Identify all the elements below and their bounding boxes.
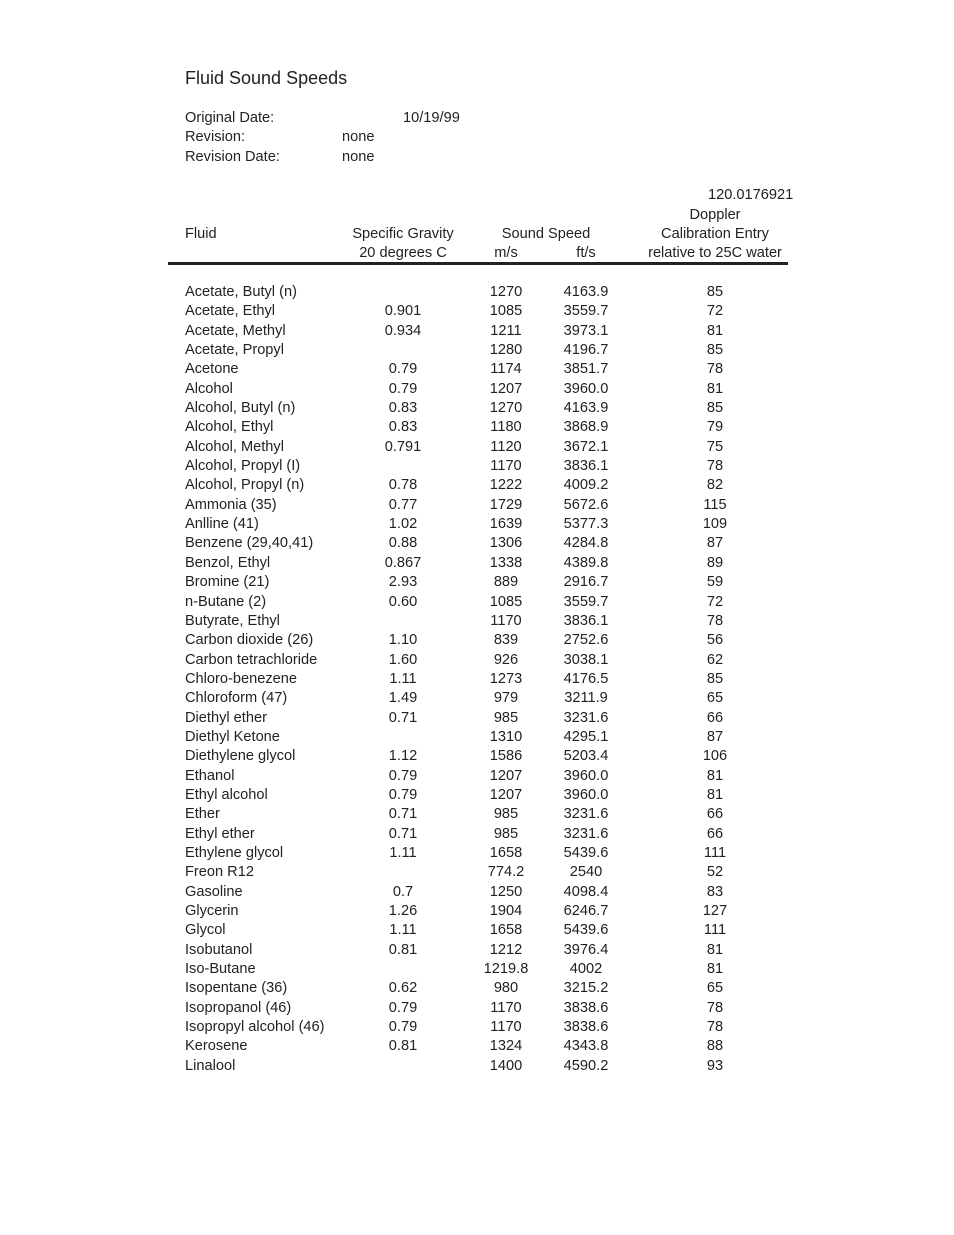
revision-date-value: none: [342, 149, 375, 165]
fluid-name: Isopropanol (46): [185, 999, 292, 1016]
doppler-entry-cell: 81: [706, 767, 724, 784]
header-fluid: Fluid: [185, 226, 217, 242]
speed-fts-cell: 4002: [569, 961, 603, 978]
table-row: [0, 749, 954, 768]
speed-ms-cell: 839: [493, 632, 519, 649]
table-row: [0, 788, 954, 807]
speed-ms-cell: 985: [493, 806, 519, 823]
speed-ms-cell: 1658: [489, 844, 523, 861]
table-row: [0, 304, 954, 323]
specific-gravity-cell: 0.867: [384, 554, 422, 571]
table-row: [0, 595, 954, 614]
doppler-entry-cell: 81: [706, 380, 724, 397]
speed-fts-cell: 4163.9: [563, 284, 609, 300]
specific-gravity-cell: 0.81: [388, 941, 418, 958]
doppler-entry-cell: 78: [706, 999, 724, 1016]
table-row: [0, 556, 954, 575]
fluid-name: Alcohol, Propyl (I): [185, 458, 301, 475]
specific-gravity-cell: 0.791: [384, 438, 422, 455]
table-row: [0, 981, 954, 1000]
doppler-reference-value: 120.0176921: [708, 187, 794, 203]
speed-ms-cell: 1324: [489, 1038, 523, 1055]
header-ms: m/s: [494, 245, 518, 261]
doppler-entry-cell: 78: [706, 612, 724, 629]
fluid-name: Ethyl ether: [185, 825, 255, 842]
table-row: [0, 904, 954, 923]
speed-fts-cell: 4098.4: [563, 883, 609, 900]
fluid-name: Diethylene glycol: [185, 748, 296, 765]
fluid-name: Alcohol, Propyl (n): [185, 477, 305, 494]
specific-gravity-cell: 0.934: [384, 322, 422, 339]
speed-fts-cell: 5672.6: [563, 496, 609, 513]
fluid-name: Ethanol: [185, 767, 235, 784]
speed-ms-cell: 1170: [490, 458, 522, 475]
table-row: [0, 653, 954, 672]
speed-fts-cell: 3836.1: [563, 458, 609, 475]
doppler-entry-cell: 81: [706, 786, 724, 803]
doppler-entry-cell: 81: [706, 961, 724, 978]
speed-ms-cell: 1586: [489, 748, 523, 765]
specific-gravity-cell: 0.79: [388, 361, 418, 378]
table-row: [0, 846, 954, 865]
speed-ms-cell: 926: [493, 651, 519, 668]
speed-ms-cell: 1219.8: [483, 961, 529, 978]
speed-ms-cell: 774.2: [487, 864, 525, 881]
speed-ms-cell: 1180: [490, 419, 522, 436]
header-doppler: Doppler: [689, 207, 741, 223]
speed-fts-cell: 4295.1: [563, 728, 609, 745]
speed-fts-cell: 3559.7: [563, 303, 609, 320]
doppler-entry-cell: 87: [706, 535, 724, 552]
fluid-name: Freon R12: [185, 864, 254, 881]
fluid-name: Anlline (41): [185, 516, 259, 533]
table-row: [0, 943, 954, 962]
speed-fts-cell: 3231.6: [563, 806, 609, 823]
doppler-entry-cell: 75: [706, 438, 724, 455]
fluid-name: Acetate, Butyl (n): [185, 284, 297, 300]
fluid-name: Acetate, Ethyl: [185, 303, 276, 320]
doppler-entry-cell: 85: [706, 670, 724, 687]
fluid-name: Gasoline: [185, 883, 243, 900]
doppler-entry-cell: 85: [706, 400, 724, 417]
speed-fts-cell: 4590.2: [563, 1057, 609, 1074]
speed-fts-cell: 3838.6: [563, 999, 609, 1016]
specific-gravity-cell: 0.71: [388, 825, 418, 842]
speed-fts-cell: 5439.6: [563, 844, 609, 861]
speed-ms-cell: 1639: [489, 516, 523, 533]
speed-ms-cell: 1338: [489, 554, 523, 571]
table-row: [0, 1059, 954, 1078]
doppler-entry-cell: 65: [706, 690, 724, 707]
fluid-name: Benzene (29,40,41): [185, 535, 314, 552]
specific-gravity-cell: 0.79: [388, 786, 418, 803]
speed-ms-cell: 1729: [489, 496, 523, 513]
speed-fts-cell: 4343.8: [563, 1038, 609, 1055]
doppler-entry-cell: 109: [702, 516, 728, 533]
header-fts: ft/s: [576, 245, 596, 261]
table-row: [0, 827, 954, 846]
speed-fts-cell: 4389.8: [563, 554, 609, 571]
speed-fts-cell: 4284.8: [563, 535, 609, 552]
speed-fts-cell: 4196.7: [563, 342, 609, 359]
speed-fts-cell: 5377.3: [563, 516, 609, 533]
speed-ms-cell: 1174: [490, 361, 522, 378]
table-row: [0, 633, 954, 652]
table-row: [0, 459, 954, 478]
fluid-name: Ammonia (35): [185, 496, 277, 513]
table-row: [0, 865, 954, 884]
fluid-name: Isobutanol: [185, 941, 253, 958]
table-row: [0, 885, 954, 904]
fluid-name: Alcohol, Butyl (n): [185, 400, 296, 417]
doppler-entry-cell: 82: [706, 477, 724, 494]
fluid-name: Linalool: [185, 1057, 236, 1074]
speed-fts-cell: 2752.6: [563, 632, 609, 649]
specific-gravity-cell: 2.93: [388, 574, 418, 591]
speed-ms-cell: 1310: [489, 728, 523, 745]
specific-gravity-cell: 0.79: [388, 767, 418, 784]
table-row: [0, 672, 954, 691]
doppler-entry-cell: 89: [706, 554, 724, 571]
fluid-name: Kerosene: [185, 1038, 248, 1055]
speed-fts-cell: 4009.2: [563, 477, 609, 494]
header-relative-water: relative to 25C water: [648, 245, 782, 261]
table-row: [0, 923, 954, 942]
speed-ms-cell: 1170: [490, 612, 522, 629]
doppler-entry-cell: 83: [706, 883, 724, 900]
specific-gravity-cell: 0.83: [388, 400, 418, 417]
speed-ms-cell: 1222: [489, 477, 523, 494]
doppler-entry-cell: 127: [702, 903, 728, 919]
speed-ms-cell: 1170: [490, 999, 522, 1016]
table-row: [0, 324, 954, 343]
specific-gravity-cell: 0.83: [388, 419, 418, 436]
table-row: [0, 285, 954, 304]
table-row: [0, 711, 954, 730]
fluid-name: Acetate, Propyl: [185, 342, 284, 359]
fluid-name: Chloroform (47): [185, 690, 288, 707]
table-row: [0, 730, 954, 749]
doppler-entry-cell: 93: [706, 1057, 724, 1074]
original-date-label: Original Date:: [185, 110, 275, 126]
speed-ms-cell: 1207: [489, 786, 523, 803]
doppler-entry-cell: 88: [706, 1038, 724, 1055]
fluid-name: n-Butane (2): [185, 593, 267, 610]
speed-ms-cell: 1280: [489, 342, 523, 359]
specific-gravity-cell: 0.71: [388, 709, 418, 726]
speed-fts-cell: 3231.6: [563, 709, 609, 726]
specific-gravity-cell: 1.12: [388, 748, 418, 765]
speed-fts-cell: 5203.4: [563, 748, 609, 765]
specific-gravity-cell: 0.78: [388, 477, 418, 494]
table-row: [0, 1039, 954, 1058]
speed-ms-cell: 1207: [489, 767, 523, 784]
fluid-name: Butyrate, Ethyl: [185, 612, 280, 629]
fluid-name: Glycol: [185, 922, 226, 939]
speed-fts-cell: 3976.4: [563, 941, 609, 958]
speed-fts-cell: 3211.9: [564, 690, 608, 707]
specific-gravity-cell: 1.26: [388, 903, 418, 919]
revision-value: none: [342, 129, 375, 145]
speed-fts-cell: 4176.5: [563, 670, 609, 687]
speed-fts-cell: 3960.0: [563, 767, 609, 784]
fluid-name: Diethyl Ketone: [185, 728, 280, 745]
speed-ms-cell: 1212: [489, 941, 523, 958]
fluid-name: Isopropyl alcohol (46): [185, 1019, 325, 1036]
table-row: [0, 807, 954, 826]
doppler-entry-cell: 85: [706, 342, 724, 359]
revision-label: Revision:: [185, 129, 246, 145]
table-row: [0, 1020, 954, 1039]
specific-gravity-cell: 0.79: [388, 1019, 418, 1036]
table-row: [0, 536, 954, 555]
fluid-name: Ether: [185, 806, 220, 823]
doppler-entry-cell: 87: [706, 728, 724, 745]
speed-fts-cell: 3215.2: [563, 980, 609, 997]
speed-ms-cell: 1085: [489, 593, 523, 610]
speed-ms-cell: 1904: [489, 903, 523, 919]
specific-gravity-cell: 0.81: [388, 1038, 418, 1055]
doppler-entry-cell: 72: [706, 593, 724, 610]
doppler-entry-cell: 62: [706, 651, 724, 668]
speed-fts-cell: 5439.6: [563, 922, 609, 939]
doppler-entry-cell: 56: [706, 632, 724, 649]
doppler-entry-cell: 81: [706, 322, 724, 339]
table-row: [0, 478, 954, 497]
speed-fts-cell: 6246.7: [563, 903, 609, 919]
table-row: [0, 691, 954, 710]
header-sound-speed: Sound Speed: [501, 226, 591, 242]
specific-gravity-cell: 1.49: [388, 690, 418, 707]
header-divider: [168, 262, 788, 265]
table-row: [0, 614, 954, 633]
doppler-entry-cell: 111: [703, 844, 727, 861]
header-specific-gravity-temp: 20 degrees C: [359, 245, 447, 261]
specific-gravity-cell: 0.7: [392, 883, 414, 900]
speed-ms-cell: 1270: [489, 284, 523, 300]
doppler-entry-cell: 81: [706, 941, 724, 958]
specific-gravity-cell: 0.79: [388, 999, 418, 1016]
speed-ms-cell: 1085: [489, 303, 523, 320]
speed-ms-cell: 985: [493, 709, 519, 726]
original-date-value: 10/19/99: [403, 110, 460, 126]
doppler-entry-cell: 85: [706, 284, 724, 300]
speed-ms-cell: 979: [493, 690, 519, 707]
table-row: [0, 517, 954, 536]
speed-ms-cell: 1658: [489, 922, 523, 939]
doppler-entry-cell: 59: [706, 574, 724, 591]
speed-ms-cell: 1306: [489, 535, 523, 552]
speed-ms-cell: 1400: [489, 1057, 523, 1074]
doppler-entry-cell: 106: [702, 748, 728, 765]
doppler-entry-cell: 78: [706, 361, 724, 378]
table-row: [0, 962, 954, 981]
fluid-name: Carbon tetrachloride: [185, 651, 318, 668]
table-row: [0, 420, 954, 439]
fluid-name: Alcohol: [185, 380, 233, 397]
speed-fts-cell: 4163.9: [563, 400, 609, 417]
doppler-entry-cell: 66: [706, 825, 724, 842]
doppler-entry-cell: 72: [706, 303, 724, 320]
specific-gravity-cell: 0.77: [388, 496, 418, 513]
speed-fts-cell: 3559.7: [563, 593, 609, 610]
table-row: [0, 343, 954, 362]
speed-ms-cell: 889: [493, 574, 519, 591]
table-row: [0, 498, 954, 517]
fluid-name: Diethyl ether: [185, 709, 267, 726]
speed-fts-cell: 2540: [569, 864, 603, 881]
speed-ms-cell: 1120: [490, 438, 522, 455]
speed-fts-cell: 3973.1: [563, 322, 609, 339]
fluid-table-body: [0, 285, 954, 1078]
doppler-entry-cell: 79: [706, 419, 724, 436]
specific-gravity-cell: 0.71: [388, 806, 418, 823]
specific-gravity-cell: 0.88: [388, 535, 418, 552]
fluid-name: Bromine (21): [185, 574, 270, 591]
fluid-name: Acetate, Methyl: [185, 322, 286, 339]
doppler-entry-cell: 65: [706, 980, 724, 997]
specific-gravity-cell: 1.60: [388, 651, 418, 668]
doppler-entry-cell: 52: [706, 864, 724, 881]
specific-gravity-cell: 0.79: [388, 380, 418, 397]
speed-ms-cell: 985: [493, 825, 519, 842]
specific-gravity-cell: 1.11: [389, 670, 417, 687]
fluid-name: Acetone: [185, 361, 239, 378]
specific-gravity-cell: 0.60: [388, 593, 418, 610]
speed-ms-cell: 1170: [490, 1019, 522, 1036]
specific-gravity-cell: 1.11: [389, 922, 417, 939]
page-title: Fluid Sound Speeds: [185, 68, 348, 88]
header-specific-gravity: Specific Gravity: [352, 226, 454, 242]
doppler-entry-cell: 66: [706, 709, 724, 726]
fluid-name: Glycerin: [185, 903, 239, 919]
speed-ms-cell: 980: [493, 980, 519, 997]
specific-gravity-cell: 1.10: [388, 632, 418, 649]
speed-fts-cell: 3672.1: [563, 438, 609, 455]
fluid-name: Benzol, Ethyl: [185, 554, 271, 571]
speed-fts-cell: 2916.7: [563, 574, 609, 591]
doppler-entry-cell: 111: [703, 922, 727, 939]
doppler-entry-cell: 78: [706, 1019, 724, 1036]
speed-fts-cell: 3960.0: [563, 380, 609, 397]
speed-fts-cell: 3960.0: [563, 786, 609, 803]
specific-gravity-cell: 1.02: [388, 516, 418, 533]
fluid-name: Alcohol, Methyl: [185, 438, 284, 455]
specific-gravity-cell: 1.11: [389, 844, 417, 861]
fluid-name: Chloro-benezene: [185, 670, 297, 687]
speed-fts-cell: 3851.7: [563, 361, 609, 378]
doppler-entry-cell: 115: [703, 496, 727, 513]
speed-fts-cell: 3038.1: [563, 651, 609, 668]
table-row: [0, 382, 954, 401]
table-row: [0, 362, 954, 381]
fluid-name: Carbon dioxide (26): [185, 632, 314, 649]
speed-ms-cell: 1270: [489, 400, 523, 417]
table-row: [0, 769, 954, 788]
speed-ms-cell: 1250: [489, 883, 523, 900]
fluid-name: Isopentane (36): [185, 980, 288, 997]
table-row: [0, 575, 954, 594]
table-row: [0, 1001, 954, 1020]
header-calibration-entry: Calibration Entry: [661, 226, 769, 242]
speed-fts-cell: 3868.9: [563, 419, 609, 436]
specific-gravity-cell: 0.901: [384, 303, 422, 320]
speed-ms-cell: 1207: [489, 380, 523, 397]
doppler-entry-cell: 66: [706, 806, 724, 823]
table-row: [0, 401, 954, 420]
speed-ms-cell: 1273: [489, 670, 523, 687]
fluid-name: Ethyl alcohol: [185, 786, 268, 803]
fluid-name: Ethylene glycol: [185, 844, 284, 861]
specific-gravity-cell: 0.62: [388, 980, 418, 997]
doppler-entry-cell: 78: [706, 458, 724, 475]
speed-ms-cell: 1211: [490, 322, 522, 339]
fluid-name: Alcohol, Ethyl: [185, 419, 274, 436]
fluid-name: Iso-Butane: [185, 961, 256, 978]
speed-fts-cell: 3231.6: [563, 825, 609, 842]
table-row: [0, 440, 954, 459]
speed-fts-cell: 3836.1: [563, 612, 609, 629]
speed-fts-cell: 3838.6: [563, 1019, 609, 1036]
revision-date-label: Revision Date:: [185, 149, 280, 165]
